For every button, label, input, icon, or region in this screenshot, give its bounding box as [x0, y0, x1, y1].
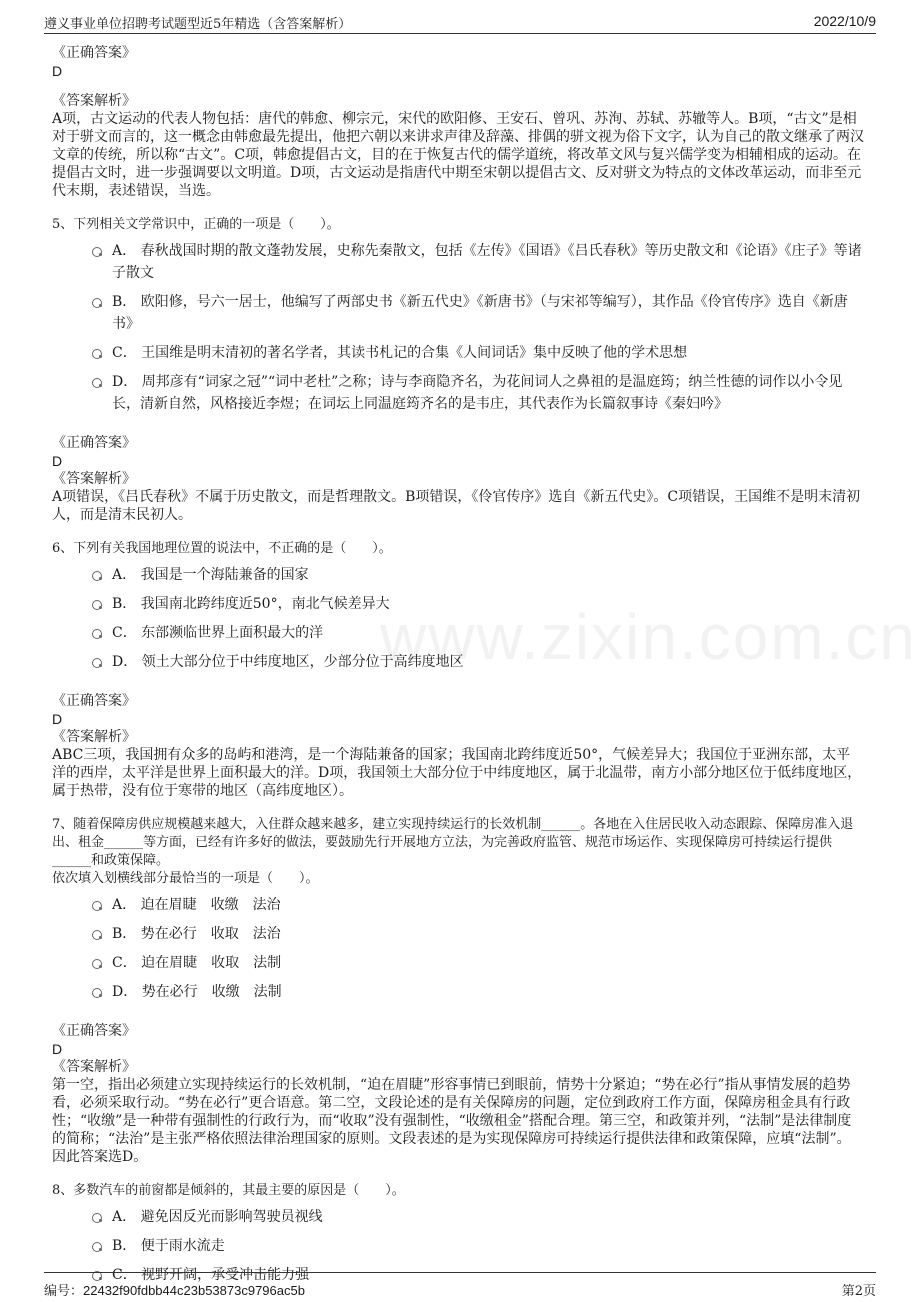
question-6: 6、下列有关我国地理位置的说法中，不正确的是（ ）。: [52, 541, 392, 556]
analysis-label: 《答案解析》: [52, 729, 136, 745]
radio-icon[interactable]: [92, 247, 102, 257]
analysis-text: 第一空，指出必须建立实现持续运行的长效机制，“迫在眉睫”形容事情已到眼前，情势十分紧迫；“势在必行”指从事情发展的趋势看，必须采取行动。“势在必行”更合语意。第二空，文段论述的是有关保障房的问题，定位到政府工作方面，保障房租金具有行政性；“收缴”是一种带有强制性的行政行为，而“收取”没有强制性，“收缴租金”搭配合理。第三空，和政策并列，“法制”是法律制度的简称；“法治”是主张严格依照法律治理国家的原则。文段表述的是为实现保障房可持续运行提供法律和政策保障，应填“法制”。因此答案选D。: [52, 1077, 852, 1165]
option-letter: C．: [112, 1267, 137, 1283]
document-code: [44, 1280, 305, 1299]
question-8: 8、多数汽车的前窗都是倾斜的，其最主要的原因是（ ）。: [52, 1183, 405, 1198]
radio-icon[interactable]: [92, 349, 102, 359]
question-5-options: [92, 240, 864, 415]
option-letter: A．: [112, 243, 137, 259]
option-b[interactable]: [92, 291, 864, 335]
option-d[interactable]: [92, 371, 864, 415]
radio-icon[interactable]: [92, 1242, 102, 1252]
option-c[interactable]: [92, 342, 864, 364]
option-text: 我国是一个海陆兼备的国家: [140, 567, 309, 583]
option-text: 便于雨水流走: [140, 1238, 225, 1254]
question-5: 5、下列相关文学常识中，正确的一项是（ ）。: [52, 217, 340, 232]
option-text: 迫在眉睫 收取 法制: [141, 955, 282, 971]
radio-icon[interactable]: [92, 930, 102, 940]
option-text: 领土大部分位于中纬度地区，少部分位于高纬度地区: [141, 654, 464, 670]
option-letter: B．: [112, 1238, 137, 1254]
analysis-text: A项错误，《吕氏春秋》不属于历史散文，而是哲理散文。B项错误，《伶官传序》选自《新五代史》。C项错误，王国维不是明末清初人，而是清末民初人。: [52, 489, 861, 523]
option-c[interactable]: [92, 622, 864, 644]
option-a[interactable]: [92, 1206, 864, 1228]
document-title: 遵义事业单位招聘考试题型近5年精选（含答案解析）: [44, 17, 352, 32]
radio-icon[interactable]: [92, 901, 102, 911]
option-text: 欧阳修，号六一居士，他编写了两部史书《新五代史》《新唐书》（与宋祁等编写），其作品《伶官传序》选自《新唐书》: [112, 294, 848, 332]
document-code-label: 编号：: [44, 1284, 84, 1299]
option-text: 我国南北跨纬度近50°，南北气候差异大: [140, 596, 390, 612]
option-text: 春秋战国时期的散文蓬勃发展，史称先秦散文，包括《左传》《国语》《吕氏春秋》等历史散文和《论语》《庄子》等诸子散文: [112, 243, 862, 281]
document-body: [52, 44, 864, 1293]
option-b[interactable]: [92, 593, 864, 615]
page-header: [0, 0, 920, 36]
correct-answer-label: 《正确答案》: [52, 1023, 136, 1039]
watermark: www.zixin.com.cn: [380, 601, 917, 673]
footer-rule: [44, 1272, 876, 1273]
question-7-options: [92, 894, 864, 1003]
option-text: 势在必行 收取 法治: [140, 926, 281, 942]
analysis-label: 《答案解析》: [52, 471, 136, 487]
radio-icon[interactable]: [92, 600, 102, 610]
option-letter: C．: [112, 345, 137, 361]
radio-icon[interactable]: [92, 571, 102, 581]
option-letter: C．: [112, 955, 137, 971]
option-letter: A．: [112, 897, 137, 913]
option-letter: B．: [112, 596, 137, 612]
analysis-text: ABC三项，我国拥有众多的岛屿和港湾，是一个海陆兼备的国家；我国南北跨纬度近50°，气候差异大；我国位于亚洲东部，太平洋的西岸，太平洋是世界上面积最大的洋。D项，我国领土大部分位于中纬度地区，属于北温带，南方小部分地区位于低纬度地区，属于热带，没有位于寒带的地区（高纬度地区）。: [52, 747, 862, 799]
option-text: 王国维是明末清初的著名学者，其读书札记的合集《人间词话》集中反映了他的学术思想: [141, 345, 688, 361]
option-a[interactable]: [92, 564, 864, 586]
correct-answer-label: 《正确答案》: [52, 435, 136, 451]
option-b[interactable]: [92, 1235, 864, 1257]
option-letter: D．: [112, 984, 138, 1000]
option-c[interactable]: [92, 952, 864, 974]
analysis-label: 《答案解析》: [52, 93, 136, 109]
option-text: 视野开阔，承受冲击能力强: [141, 1267, 310, 1283]
document-date: 2022/10/9: [813, 13, 876, 29]
option-text: 东部濒临世界上面积最大的洋: [141, 625, 324, 641]
correct-answer-label: 《正确答案》: [52, 45, 136, 61]
page-number: 第2页: [841, 1284, 876, 1299]
option-letter: B．: [112, 294, 137, 310]
option-letter: D．: [112, 654, 138, 670]
analysis-label: 《答案解析》: [52, 1059, 136, 1075]
header-rule: [44, 33, 876, 34]
option-a[interactable]: [92, 894, 864, 916]
question-6-options: [92, 564, 864, 673]
option-a[interactable]: [92, 240, 864, 284]
analysis-text: A项，古文运动的代表人物包括：唐代的韩愈、柳宗元，宋代的欧阳修、王安石、曾巩、苏洵、苏轼、苏辙等人。B项，“古文”是相对于骈文而言的，这一概念由韩愈最先提出，他把六朝以来讲求声律及辞藻、排偶的骈文视为俗下文字，认为自己的散文继承了两汉文章的传统，所以称“古文”。C项，韩愈提倡古文，目的在于恢复古代的儒学道统，将改革文风与复兴儒学变为相辅相成的运动。在提倡古文时，进一步强调要以文明道。D项，古文运动是指唐代中期至宋朝以提倡古文、反对骈文为特点的文体改革运动，而非至元代末期，表述错误，当选。: [52, 111, 864, 199]
correct-answer: D: [52, 453, 63, 469]
option-text: 周邦彦有“词家之冠”“词中老杜”之称；诗与李商隐齐名，为花间词人之鼻祖的是温庭筠；纳兰性德的词作以小令见长，清新自然，风格接近李煜；在词坛上同温庭筠齐名的是韦庄，其代表作为长篇叙事诗《秦妇吟》: [112, 374, 843, 412]
radio-icon[interactable]: [92, 298, 102, 308]
option-text: 势在必行 收缴 法制: [141, 984, 282, 1000]
option-letter: C．: [112, 625, 137, 641]
option-letter: A．: [112, 1209, 137, 1225]
question-7-prompt: 依次填入划横线部分最恰当的一项是（ ）。: [52, 871, 319, 886]
radio-icon[interactable]: [92, 629, 102, 639]
page-footer: [0, 1266, 920, 1302]
option-letter: B．: [112, 926, 137, 942]
correct-answer: D: [52, 1041, 63, 1057]
option-text: 迫在眉睫 收缴 法治: [140, 897, 281, 913]
radio-icon[interactable]: [92, 1213, 102, 1223]
correct-answer-label: 《正确答案》: [52, 693, 136, 709]
question-7: 7、随着保障房供应规模越来越大，入住群众越来越多，建立实现持续运行的长效机制______。各地在入住居民收入动态跟踪、保障房准入退出、租金______等方面，已经有许多好的做法，要鼓励先行开展地方立法，为完善政府监管、规范市场运作、实现保障房可持续运行提供______和政策保障。: [52, 817, 854, 868]
option-b[interactable]: [92, 923, 864, 945]
option-d[interactable]: [92, 651, 864, 673]
option-letter: D．: [112, 374, 138, 390]
document-code-value: 22432f90fdbb44c23b53873c9796ac5b: [83, 1283, 305, 1298]
option-letter: A．: [112, 567, 137, 583]
option-d[interactable]: [92, 981, 864, 1003]
correct-answer: D: [52, 711, 63, 727]
radio-icon[interactable]: [92, 658, 102, 668]
option-text: 避免因反光而影响驾驶员视线: [140, 1209, 323, 1225]
radio-icon[interactable]: [92, 959, 102, 969]
radio-icon[interactable]: [92, 988, 102, 998]
correct-answer: D: [52, 63, 63, 79]
radio-icon[interactable]: [92, 378, 102, 388]
